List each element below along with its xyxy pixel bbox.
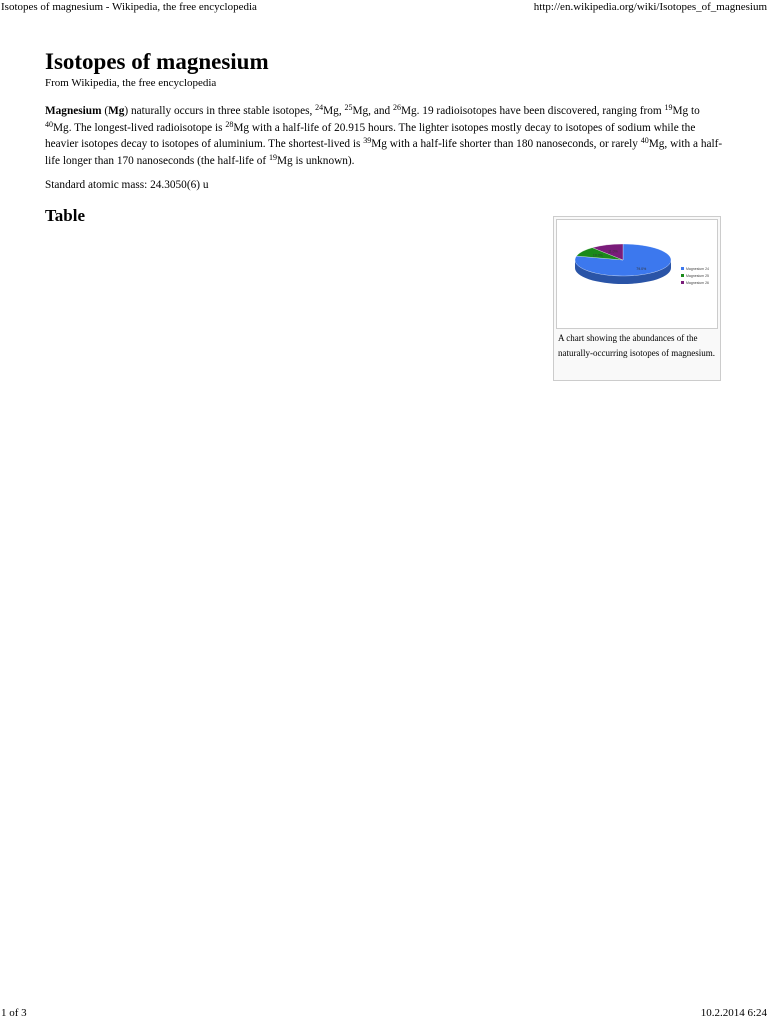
mass-number: 40 (45, 119, 53, 129)
legend-entry: Magnesium 26 (686, 281, 709, 285)
legend-entry: Magnesium 25 (686, 274, 709, 278)
bold-term[interactable]: Magnesium (45, 105, 102, 117)
mass-number: 19 (268, 152, 277, 162)
site-tagline: From Wikipedia, the free encyclopedia (45, 77, 217, 89)
abundance-pie-chart (557, 220, 717, 328)
legend-swatch (681, 267, 684, 270)
mass-number: 25 (344, 103, 353, 112)
element-symbol: Mg (108, 105, 125, 117)
article-content (45, 48, 725, 226)
pie-value-label: 10.0% (592, 253, 603, 258)
pie-value-label: 11.0% (608, 249, 618, 254)
mass-number: 19 (664, 103, 673, 112)
print-footer (0, 1007, 768, 1021)
abundance-chart-image[interactable] (556, 219, 718, 329)
lead-paragraph: Magnesium (Mg) naturally occurs in three stable isotopes, $^{24}$Mg, $^{25}$Mg, and $^{26}$Mg. 19 radioisotopes have been discovered, ranging from $^{19}$Mg to $^{40}$Mg. The longest-lived radioisotope is $^{28}$Mg with a half-life of 20.915 hours. The lighter isotopes mostly decay to isotopes of sodium while the heavier isotopes decay to isotopes of aluminium. The shortest-lived is $^{39}$Mg with a half-life shorter than 180 nanoseconds, or rarely $^{40}$Mg, with a half-life longer than 170 nanoseconds (the half-life of $^{19}$Mg is unknown). (45, 103, 723, 167)
print-header-title: Isotopes of magnesium - Wikipedia, the free encyclopedia (1, 1, 257, 13)
legend-entry: Magnesium 24 (686, 267, 709, 271)
pie-value-label: 79.0% (636, 266, 647, 271)
pie-top-layer (575, 244, 671, 276)
mass-number: 40 (640, 136, 649, 145)
page-count: 1 of 3 (1, 1007, 27, 1019)
mass-number: 28 (225, 119, 234, 129)
print-header-url[interactable]: http://en.wikipedia.org/wiki/Isotopes_of_magnesium (533, 1, 767, 13)
section-heading-table: Table (45, 206, 86, 225)
page-title: Isotopes of magnesium (45, 49, 269, 74)
figure-caption: A chart showing the abundances of the naturally-occurring isotopes of magnesium. (558, 333, 715, 358)
mass-number: 24 (315, 103, 324, 112)
print-date: 10.2.2014 6:24 (700, 1007, 767, 1019)
pie-legend (681, 267, 709, 285)
mass-number: 26 (392, 103, 401, 112)
legend-swatch (681, 281, 684, 284)
print-header (0, 1, 768, 15)
standard-atomic-mass: Standard atomic mass: 24.3050(6) u (45, 179, 209, 191)
figure-thumbnail (553, 216, 721, 381)
mass-number: 39 (363, 136, 372, 145)
legend-swatch (681, 274, 684, 277)
